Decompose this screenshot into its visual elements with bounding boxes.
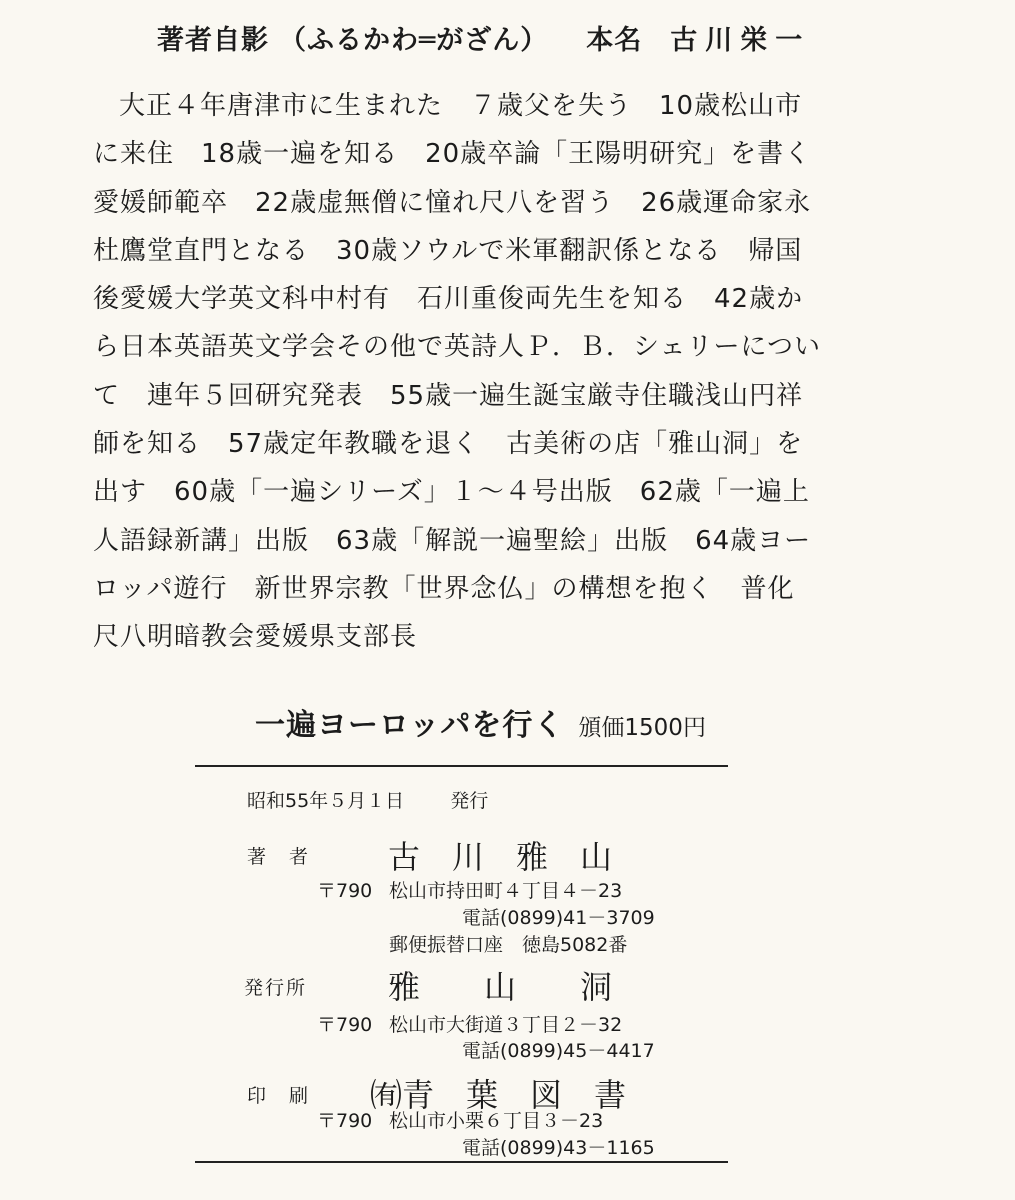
- printer-zip: 〒790: [317, 1110, 373, 1132]
- bio-line: 大正４年唐津市に生まれた ７歳父を失う 10歳松山市: [119, 91, 803, 121]
- real-name: 古川栄一: [670, 25, 811, 56]
- bio-line: 愛媛師範卒 22歳虚無僧に憧れ尺八を習う 26歳運命家永: [93, 187, 812, 218]
- author-name: 古 川 雅 山: [388, 838, 613, 876]
- author-biography: [93, 86, 853, 666]
- author-postal-account: 郵便振替口座 徳島5082番: [389, 934, 628, 956]
- bio-line: ら日本英語英文学会その他で英詩人Ｐ．Ｂ．シェリーについ: [93, 332, 821, 363]
- author-phone: 電話(0899)41－3709: [462, 907, 655, 929]
- publish-date-row: [247, 786, 488, 813]
- issue-label: 発行: [450, 790, 489, 812]
- heading-title: 著者自影: [157, 25, 269, 56]
- author-street: 松山市持田町４丁目４－23: [389, 880, 623, 902]
- publisher-address: [317, 1010, 622, 1037]
- bio-line: ロッパ遊行 新世界宗教「世界念仏」の構想を抱く 普化: [93, 573, 795, 604]
- bio-line: 杜鷹堂直門となる 30歳ソウルで米軍翻訳係となる 帰国: [93, 235, 803, 266]
- author-label: 著 者: [247, 846, 311, 868]
- colophon-top-rule: [195, 765, 728, 767]
- book-title: 一遍ヨーロッパを行く: [255, 708, 565, 743]
- bio-line: 人語録新講」出版 63歳「解説一遍聖絵」出版 64歳ヨー: [93, 525, 812, 556]
- publisher-label: 発行所: [244, 977, 308, 999]
- bio-line: 師を知る 57歳定年教職を退く 古美術の店「雅山洞」を: [93, 429, 804, 460]
- bio-line: 出す 60歳「一遍シリーズ」１～４号出版 62歳「一遍上: [93, 477, 810, 508]
- real-name-label: 本名: [586, 25, 643, 56]
- colophon-title-row: [255, 700, 706, 744]
- author-address: [317, 876, 622, 903]
- publish-date: 昭和55年５月１日: [247, 790, 405, 812]
- publisher-name: 雅 山 洞: [388, 968, 613, 1006]
- author-zip: 〒790: [317, 880, 373, 902]
- author-profile-heading: [157, 18, 810, 57]
- printer-phone: 電話(0899)43－1165: [462, 1137, 655, 1159]
- publisher-street: 松山市大街道３丁目２－32: [389, 1014, 623, 1036]
- bio-line: 尺八明暗教会愛媛県支部長: [93, 622, 418, 653]
- book-price: 頒価1500円: [578, 715, 706, 741]
- colophon-bottom-rule: [195, 1161, 728, 1163]
- printer-address: [317, 1106, 603, 1133]
- bio-line: 後愛媛大学英文科中村有 石川重俊両先生を知る 42歳か: [93, 284, 804, 315]
- heading-reading: （ふるかわ═がざん）: [279, 25, 549, 56]
- printer-street: 松山市小栗６丁目３－23: [389, 1110, 604, 1132]
- publisher-phone: 電話(0899)45－4417: [462, 1040, 655, 1062]
- printer-name: ㈲青 葉 図 書: [370, 1076, 627, 1114]
- printer-label: 印 刷: [247, 1085, 311, 1107]
- bio-line: て 連年５回研究発表 55歳一遍生誕宝厳寺住職浅山円祥: [93, 380, 804, 411]
- publisher-zip: 〒790: [317, 1014, 373, 1036]
- bio-line: に来住 18歳一遍を知る 20歳卒論「王陽明研究」を書く: [93, 139, 812, 170]
